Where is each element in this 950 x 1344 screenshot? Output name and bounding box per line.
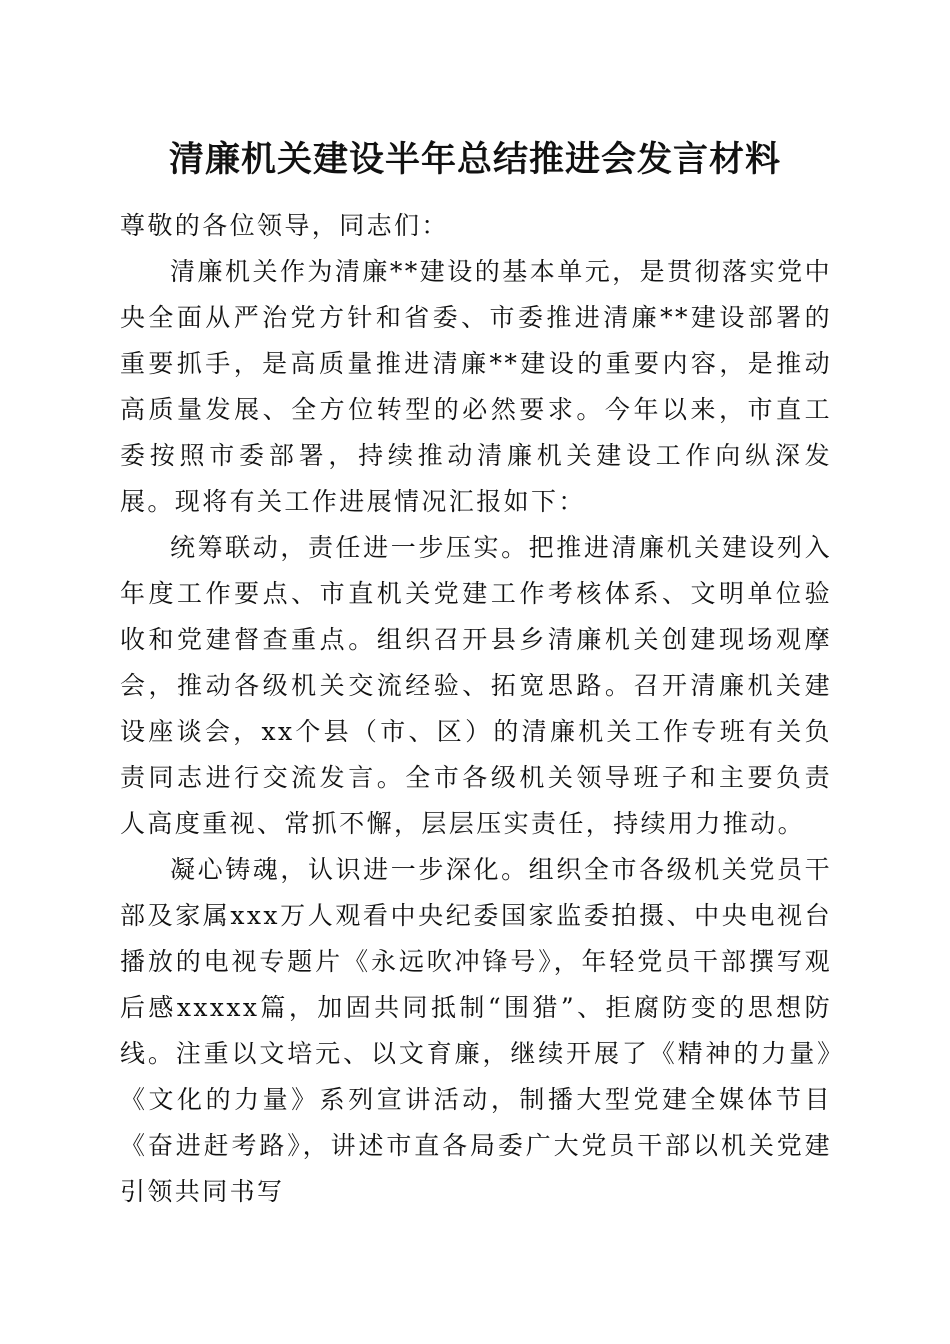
document-body <box>120 203 832 1215</box>
salutation: 尊敬的各位领导，同志们： <box>120 211 449 240</box>
document-title: 清廉机关建设半年总结推进会发言材料 <box>168 139 781 180</box>
paragraph-awareness: 凝心铸魂，认识进一步深化。组织全市各级机关党员干部及家属xxx万人观看中央纪委国家监委拍摄、中央电视台播放的电视专题片《永远吹冲锋号》，年轻党员干部撰写观后感xxxxx篇，加固共同抵制“围猎”、拒腐防变的思想防线。注重以文培元、以文育廉，继续开展了《精神的力量》《文化的力量》系列宣讲活动，制播大型党建全媒体节目《奋进赶考路》，讲述市直各局委广大党员干部以机关党建引领共同书写 <box>120 855 832 1206</box>
paragraph-intro: 清廉机关作为清廉**建设的基本单元，是贯彻落实党中央全面从严治党方针和省委、市委推进清廉**建设部署的重要抓手，是高质量推进清廉**建设的重要内容，是推动高质量发展、全方位转型的必然要求。今年以来，市直工委按照市委部署，持续推动清廉机关建设工作向纵深发展。现将有关工作进展情况汇报如下： <box>120 257 832 516</box>
paragraph-responsibility: 统筹联动，责任进一步压实。把推进清廉机关建设列入年度工作要点、市直机关党建工作考核体系、文明单位验收和党建督查重点。组织召开县乡清廉机关创建现场观摩会，推动各级机关交流经验、拓宽思路。召开清廉机关建设座谈会，xx个县（市、区）的清廉机关工作专班有关负责同志进行交流发言。全市各级机关领导班子和主要负责人高度重视、常抓不懈，层层压实责任，持续用力推动。 <box>120 533 832 838</box>
